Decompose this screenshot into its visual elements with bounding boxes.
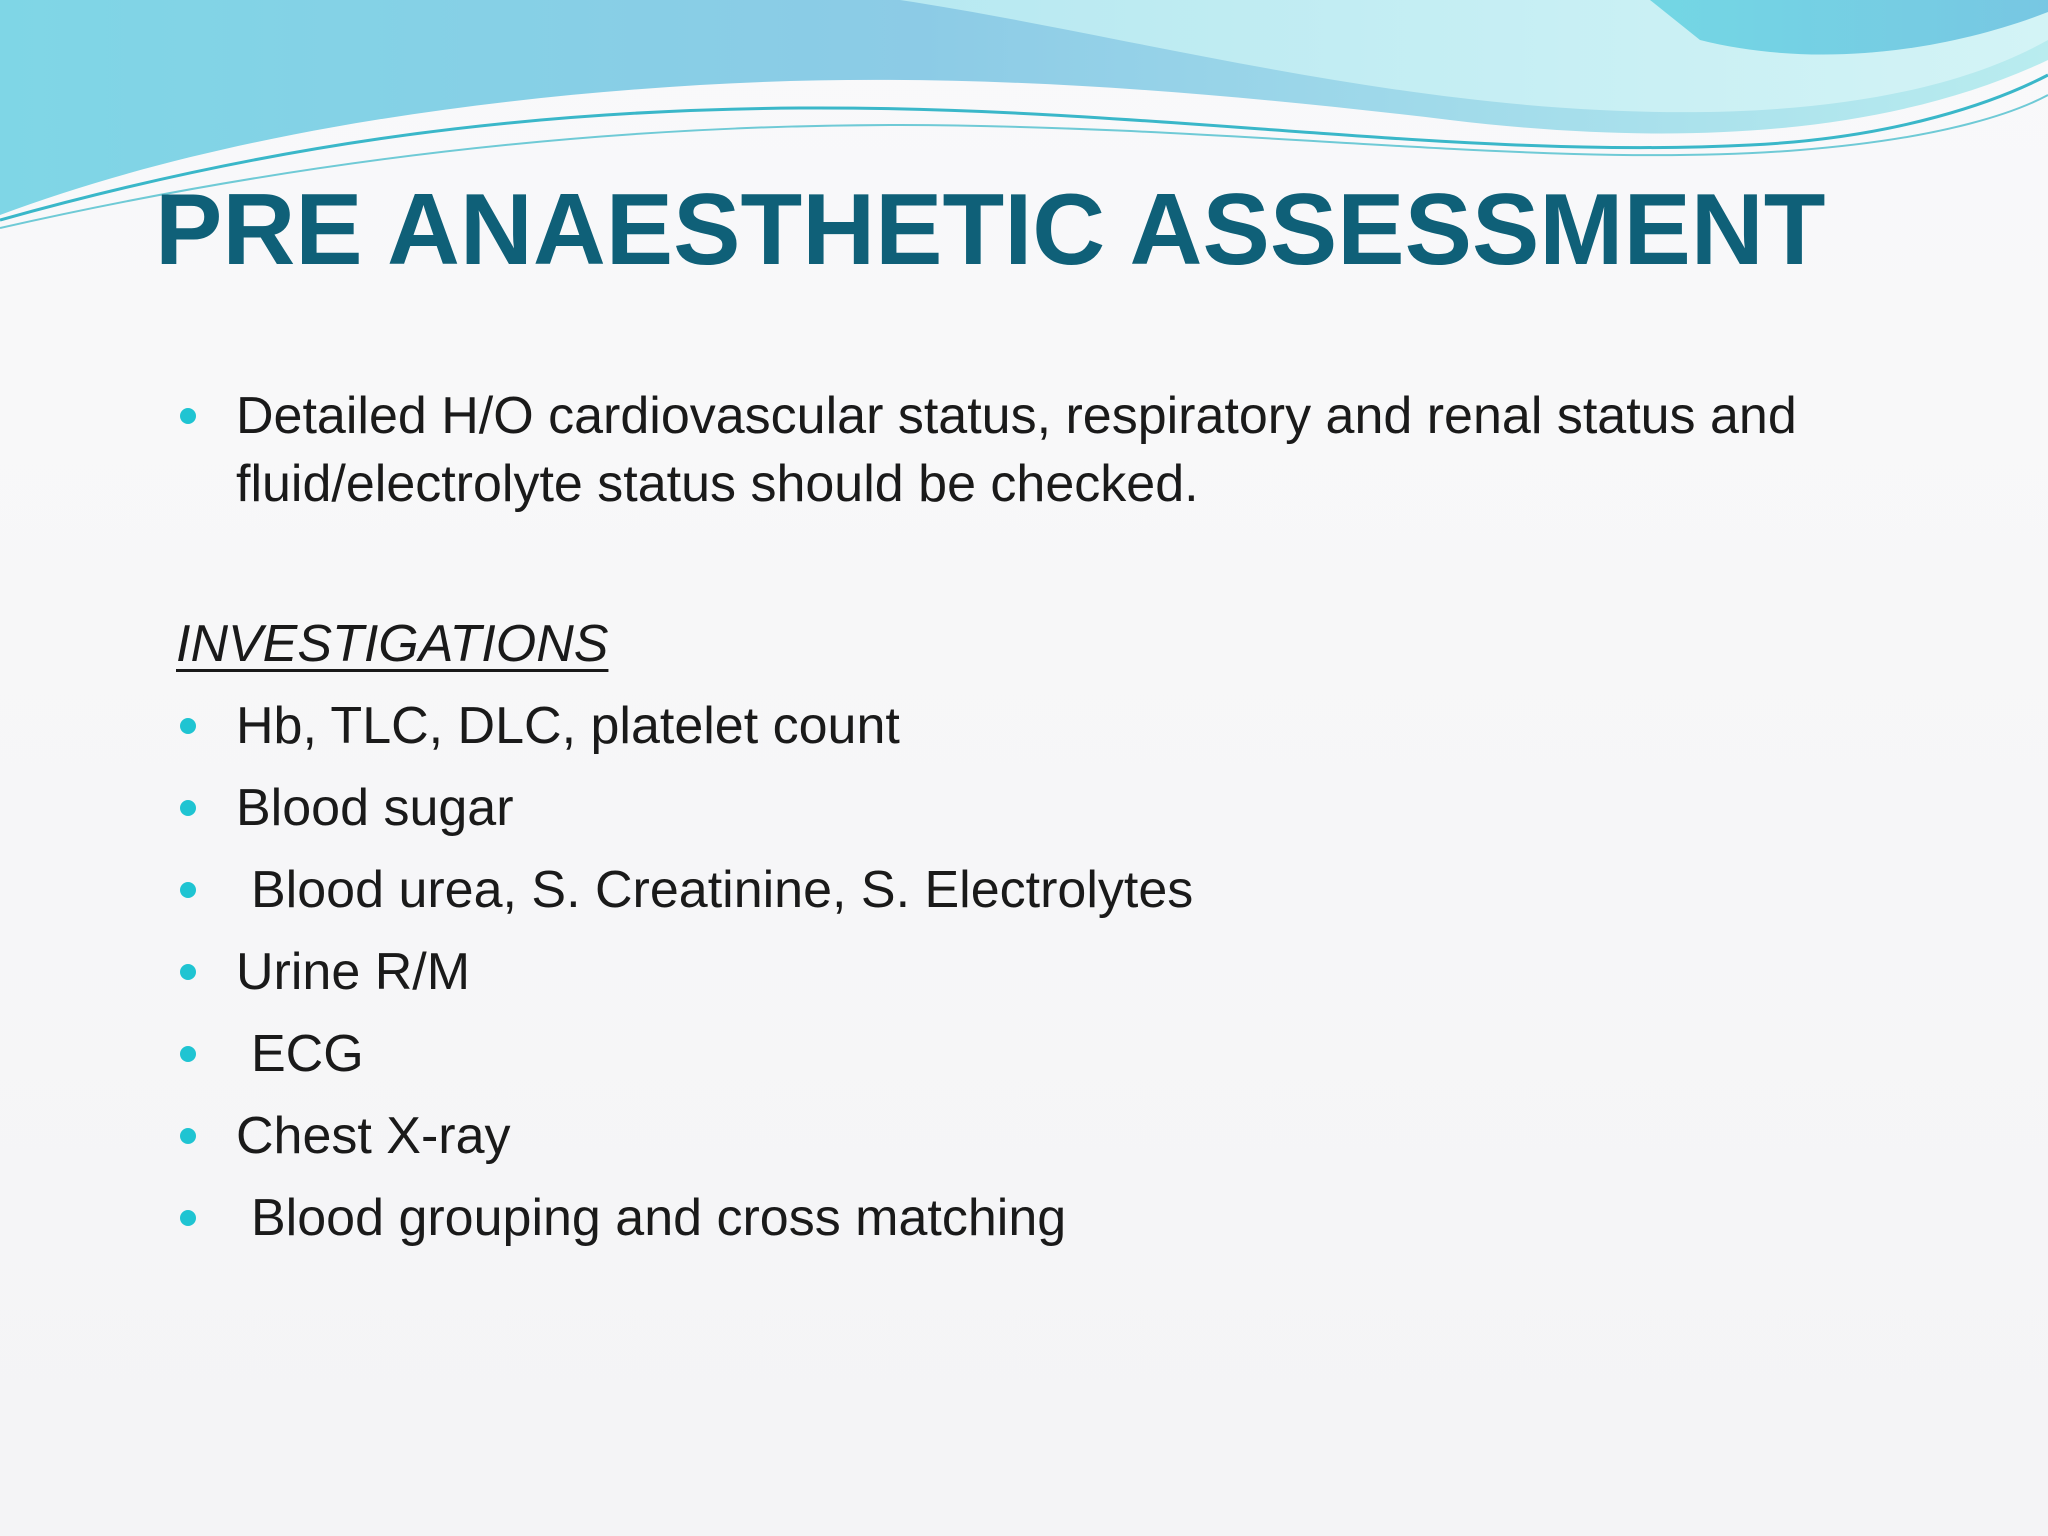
investigations-heading: INVESTIGATIONS [176,615,609,673]
intro-bullet-text: Detailed H/O cardiovascular status, respiratory and renal status and fluid/electrolyte status should be checked. [236,387,1797,513]
list-item: ECG [176,1020,1876,1088]
bullet-icon [180,408,196,424]
bullet-icon [180,964,196,980]
list-item: Chest X-ray [176,1102,1876,1170]
bullet-icon [180,882,196,898]
list-item: Blood grouping and cross matching [176,1184,1876,1252]
list-item: Urine R/M [176,938,1876,1006]
list-item: Hb, TLC, DLC, platelet count [176,692,1876,760]
list-item: Blood sugar [176,774,1876,842]
bullet-icon [180,800,196,816]
bullet-icon [180,1210,196,1226]
slide-title: PRE ANAESTHETIC ASSESSMENT [155,174,1826,286]
investigations-list [176,692,1876,1252]
bullet-icon [180,1046,196,1062]
bullet-icon [180,1128,196,1144]
slide-content [176,382,1876,1266]
bullet-icon [180,718,196,734]
intro-bullet-item [176,382,1876,518]
list-item: Blood urea, S. Creatinine, S. Electrolytes [176,856,1876,924]
